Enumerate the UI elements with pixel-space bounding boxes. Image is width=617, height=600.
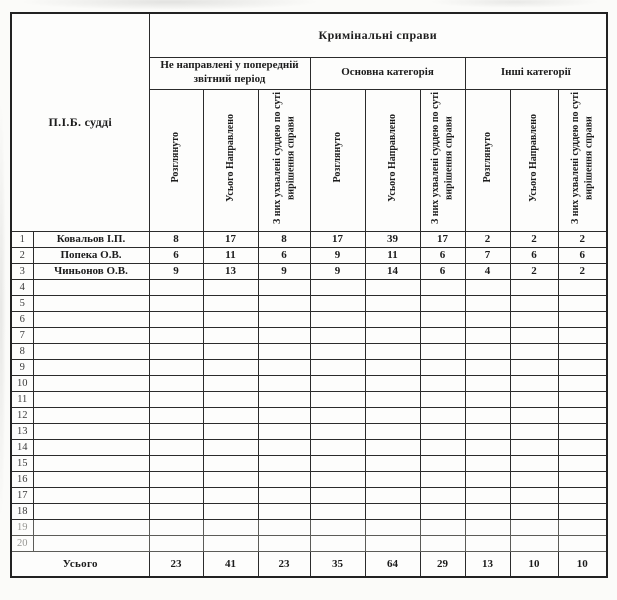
total-value-cell: 35 <box>310 551 365 577</box>
value-cell <box>203 279 258 295</box>
subheader-g1-decided-on-merits <box>258 89 310 231</box>
table-row <box>11 503 607 519</box>
table-row <box>11 407 607 423</box>
subheader-g3-total-sent <box>510 89 558 231</box>
value-cell <box>149 359 203 375</box>
value-cell <box>149 327 203 343</box>
value-cell <box>310 535 365 551</box>
vertical-label: Розглянуто <box>170 132 182 183</box>
value-cell <box>420 487 465 503</box>
value-cell <box>558 327 607 343</box>
value-cell <box>258 503 310 519</box>
value-cell <box>149 391 203 407</box>
subheader-g1-total-sent <box>203 89 258 231</box>
row-number: 12 <box>11 407 33 423</box>
value-cell <box>420 343 465 359</box>
value-cell: 17 <box>420 231 465 247</box>
total-value-cell: 13 <box>465 551 510 577</box>
row-number: 7 <box>11 327 33 343</box>
value-cell: 9 <box>149 263 203 279</box>
value-cell <box>465 519 510 535</box>
value-cell: 9 <box>258 263 310 279</box>
value-cell <box>149 375 203 391</box>
total-value-cell: 10 <box>558 551 607 577</box>
value-cell <box>203 487 258 503</box>
judge-name-cell <box>33 439 149 455</box>
value-cell <box>203 535 258 551</box>
group-header-not-sent-previous-period: Не направлені у попередній звітний період <box>149 57 310 89</box>
value-cell <box>420 359 465 375</box>
value-cell <box>149 311 203 327</box>
value-cell <box>420 391 465 407</box>
value-cell <box>365 327 420 343</box>
total-label: Усього <box>11 551 149 577</box>
row-number: 20 <box>11 535 33 551</box>
value-cell <box>558 391 607 407</box>
table-body <box>11 231 607 551</box>
table-row <box>11 391 607 407</box>
value-cell <box>510 375 558 391</box>
value-cell <box>149 343 203 359</box>
value-cell <box>365 279 420 295</box>
table-row <box>11 471 607 487</box>
value-cell <box>558 311 607 327</box>
row-number: 8 <box>11 343 33 359</box>
value-cell: 6 <box>510 247 558 263</box>
value-cell <box>258 423 310 439</box>
value-cell: 4 <box>465 263 510 279</box>
judge-name-cell <box>33 503 149 519</box>
value-cell <box>558 359 607 375</box>
value-cell: 2 <box>510 231 558 247</box>
judge-name-cell <box>33 295 149 311</box>
vertical-label: Усього Направлено <box>224 113 236 202</box>
value-cell <box>203 503 258 519</box>
vertical-label: Розглянуто <box>481 132 493 183</box>
row-number: 2 <box>11 247 33 263</box>
table-row <box>11 535 607 551</box>
judge-name-cell <box>33 343 149 359</box>
value-cell: 9 <box>310 247 365 263</box>
value-cell <box>310 391 365 407</box>
value-cell <box>510 407 558 423</box>
value-cell: 2 <box>510 263 558 279</box>
value-cell <box>465 327 510 343</box>
value-cell <box>310 407 365 423</box>
value-cell <box>465 439 510 455</box>
table-row <box>11 375 607 391</box>
value-cell <box>203 455 258 471</box>
value-cell <box>310 279 365 295</box>
value-cell <box>558 439 607 455</box>
value-cell <box>310 343 365 359</box>
row-number: 17 <box>11 487 33 503</box>
value-cell <box>258 455 310 471</box>
group-header-main-category: Основна категорія <box>310 57 465 89</box>
value-cell <box>420 471 465 487</box>
value-cell <box>365 471 420 487</box>
value-cell <box>558 279 607 295</box>
value-cell <box>310 455 365 471</box>
value-cell: 6 <box>258 247 310 263</box>
table-row <box>11 455 607 471</box>
value-cell <box>365 359 420 375</box>
value-cell <box>510 487 558 503</box>
value-cell <box>203 295 258 311</box>
value-cell <box>558 471 607 487</box>
value-cell <box>510 359 558 375</box>
corner-header-judge-name: П.І.Б. судді <box>11 13 149 231</box>
value-cell <box>420 407 465 423</box>
scan-smudge <box>430 0 600 8</box>
vertical-label: Розглянуто <box>331 132 343 183</box>
value-cell <box>558 503 607 519</box>
value-cell <box>203 471 258 487</box>
value-cell <box>420 279 465 295</box>
value-cell <box>420 455 465 471</box>
table-row <box>11 359 607 375</box>
value-cell <box>203 439 258 455</box>
subheader-g2-decided-on-merits <box>420 89 465 231</box>
value-cell <box>149 471 203 487</box>
value-cell <box>149 503 203 519</box>
judge-name-cell <box>33 455 149 471</box>
row-number: 13 <box>11 423 33 439</box>
value-cell: 11 <box>365 247 420 263</box>
row-number: 11 <box>11 391 33 407</box>
value-cell <box>365 519 420 535</box>
total-value-cell: 41 <box>203 551 258 577</box>
value-cell: 8 <box>149 231 203 247</box>
value-cell <box>258 343 310 359</box>
value-cell <box>310 423 365 439</box>
row-number: 16 <box>11 471 33 487</box>
row-number: 19 <box>11 519 33 535</box>
value-cell <box>365 391 420 407</box>
value-cell <box>365 535 420 551</box>
value-cell <box>149 279 203 295</box>
judge-name-cell: Ковальов І.П. <box>33 231 149 247</box>
value-cell <box>465 295 510 311</box>
value-cell: 6 <box>558 247 607 263</box>
value-cell <box>310 327 365 343</box>
value-cell <box>558 295 607 311</box>
value-cell <box>149 295 203 311</box>
value-cell <box>203 423 258 439</box>
value-cell <box>203 359 258 375</box>
value-cell <box>258 311 310 327</box>
value-cell <box>149 519 203 535</box>
value-cell: 2 <box>465 231 510 247</box>
value-cell: 6 <box>420 247 465 263</box>
value-cell <box>558 487 607 503</box>
judge-name-cell <box>33 423 149 439</box>
value-cell <box>258 391 310 407</box>
value-cell <box>203 375 258 391</box>
judge-name-cell <box>33 359 149 375</box>
vertical-label: З них ухвалені суддею по суті вирішення справи <box>569 91 595 224</box>
row-number: 9 <box>11 359 33 375</box>
value-cell <box>510 503 558 519</box>
value-cell <box>203 327 258 343</box>
value-cell <box>365 455 420 471</box>
value-cell <box>558 407 607 423</box>
row-number: 14 <box>11 439 33 455</box>
total-value-cell: 23 <box>149 551 203 577</box>
value-cell <box>420 423 465 439</box>
total-row <box>11 551 607 577</box>
value-cell <box>510 279 558 295</box>
total-value-cell: 23 <box>258 551 310 577</box>
value-cell <box>510 471 558 487</box>
value-cell <box>310 359 365 375</box>
value-cell <box>510 311 558 327</box>
subheader-g2-reviewed <box>310 89 365 231</box>
judge-name-cell <box>33 327 149 343</box>
value-cell <box>465 471 510 487</box>
value-cell <box>420 439 465 455</box>
subheader-g3-decided-on-merits <box>558 89 607 231</box>
value-cell <box>203 391 258 407</box>
table-row <box>11 263 607 279</box>
table-row <box>11 487 607 503</box>
judge-name-cell <box>33 487 149 503</box>
value-cell: 17 <box>310 231 365 247</box>
row-number: 15 <box>11 455 33 471</box>
judge-name-cell <box>33 279 149 295</box>
value-cell <box>258 535 310 551</box>
table-row <box>11 519 607 535</box>
value-cell <box>558 343 607 359</box>
value-cell <box>203 519 258 535</box>
value-cell <box>465 455 510 471</box>
table-row <box>11 439 607 455</box>
value-cell <box>420 311 465 327</box>
total-value-cell: 29 <box>420 551 465 577</box>
value-cell <box>465 375 510 391</box>
judge-name-cell <box>33 311 149 327</box>
judge-name-cell: Чиньонов О.В. <box>33 263 149 279</box>
value-cell: 17 <box>203 231 258 247</box>
value-cell <box>465 407 510 423</box>
value-cell <box>203 311 258 327</box>
scan-smudge <box>0 100 6 520</box>
value-cell <box>558 535 607 551</box>
value-cell <box>465 487 510 503</box>
judge-name-cell <box>33 407 149 423</box>
table-row <box>11 311 607 327</box>
value-cell <box>510 455 558 471</box>
value-cell <box>558 423 607 439</box>
value-cell <box>420 535 465 551</box>
value-cell <box>510 391 558 407</box>
value-cell: 13 <box>203 263 258 279</box>
table-row <box>11 327 607 343</box>
judge-name-cell: Попека О.В. <box>33 247 149 263</box>
scan-smudge <box>20 0 320 10</box>
value-cell <box>558 375 607 391</box>
judge-name-cell <box>33 391 149 407</box>
value-cell <box>510 295 558 311</box>
value-cell <box>149 487 203 503</box>
value-cell <box>310 503 365 519</box>
row-number: 3 <box>11 263 33 279</box>
value-cell <box>310 311 365 327</box>
value-cell: 7 <box>465 247 510 263</box>
value-cell <box>258 519 310 535</box>
value-cell <box>510 423 558 439</box>
value-cell <box>365 407 420 423</box>
value-cell <box>510 519 558 535</box>
vertical-label: З них ухвалені суддею по суті вирішення справи <box>430 91 455 224</box>
judge-name-cell <box>33 375 149 391</box>
total-value-cell: 10 <box>510 551 558 577</box>
table-row <box>11 343 607 359</box>
value-cell <box>203 407 258 423</box>
value-cell <box>258 327 310 343</box>
value-cell <box>420 327 465 343</box>
value-cell <box>310 519 365 535</box>
subheader-g1-reviewed <box>149 89 203 231</box>
value-cell <box>465 503 510 519</box>
table-row <box>11 423 607 439</box>
value-cell <box>365 343 420 359</box>
subheader-g3-reviewed <box>465 89 510 231</box>
value-cell <box>365 375 420 391</box>
vertical-label: Усього Направлено <box>528 113 540 202</box>
value-cell <box>258 295 310 311</box>
value-cell <box>149 439 203 455</box>
value-cell <box>365 487 420 503</box>
table-row <box>11 295 607 311</box>
value-cell <box>465 359 510 375</box>
value-cell <box>258 279 310 295</box>
value-cell <box>365 423 420 439</box>
judge-name-cell <box>33 471 149 487</box>
value-cell <box>310 487 365 503</box>
value-cell <box>149 423 203 439</box>
value-cell <box>258 487 310 503</box>
value-cell: 14 <box>365 263 420 279</box>
value-cell <box>258 439 310 455</box>
value-cell <box>558 455 607 471</box>
value-cell <box>258 359 310 375</box>
value-cell: 8 <box>258 231 310 247</box>
value-cell <box>510 439 558 455</box>
top-header-criminal-cases: Кримінальні справи <box>149 13 607 57</box>
value-cell <box>310 439 365 455</box>
value-cell: 11 <box>203 247 258 263</box>
row-number: 10 <box>11 375 33 391</box>
row-number: 6 <box>11 311 33 327</box>
value-cell <box>558 519 607 535</box>
value-cell <box>258 471 310 487</box>
value-cell <box>310 471 365 487</box>
value-cell <box>420 375 465 391</box>
value-cell: 2 <box>558 263 607 279</box>
judge-name-cell <box>33 535 149 551</box>
value-cell: 9 <box>310 263 365 279</box>
court-report-table <box>10 12 608 578</box>
value-cell: 39 <box>365 231 420 247</box>
value-cell <box>365 439 420 455</box>
value-cell <box>420 519 465 535</box>
value-cell <box>365 295 420 311</box>
table-row <box>11 231 607 247</box>
value-cell <box>310 375 365 391</box>
value-cell <box>149 455 203 471</box>
value-cell <box>465 279 510 295</box>
value-cell <box>465 535 510 551</box>
value-cell: 6 <box>420 263 465 279</box>
value-cell <box>258 407 310 423</box>
value-cell <box>510 343 558 359</box>
value-cell <box>510 535 558 551</box>
total-value-cell: 64 <box>365 551 420 577</box>
value-cell <box>365 503 420 519</box>
value-cell <box>203 343 258 359</box>
value-cell <box>510 327 558 343</box>
value-cell <box>465 343 510 359</box>
value-cell <box>310 295 365 311</box>
value-cell: 6 <box>149 247 203 263</box>
judge-name-cell <box>33 519 149 535</box>
subheader-g2-total-sent <box>365 89 420 231</box>
value-cell <box>465 391 510 407</box>
table-row <box>11 279 607 295</box>
value-cell <box>258 375 310 391</box>
group-header-other-categories: Інші категорії <box>465 57 607 89</box>
row-number: 4 <box>11 279 33 295</box>
vertical-label: Усього Направлено <box>386 113 398 202</box>
row-number: 1 <box>11 231 33 247</box>
row-number: 18 <box>11 503 33 519</box>
value-cell <box>420 295 465 311</box>
row-number: 5 <box>11 295 33 311</box>
value-cell: 2 <box>558 231 607 247</box>
value-cell <box>149 535 203 551</box>
value-cell <box>365 311 420 327</box>
value-cell <box>420 503 465 519</box>
table-row <box>11 247 607 263</box>
value-cell <box>465 311 510 327</box>
value-cell <box>149 407 203 423</box>
vertical-label: З них ухвалені суддею по суті вирішення справи <box>271 91 296 224</box>
value-cell <box>465 423 510 439</box>
